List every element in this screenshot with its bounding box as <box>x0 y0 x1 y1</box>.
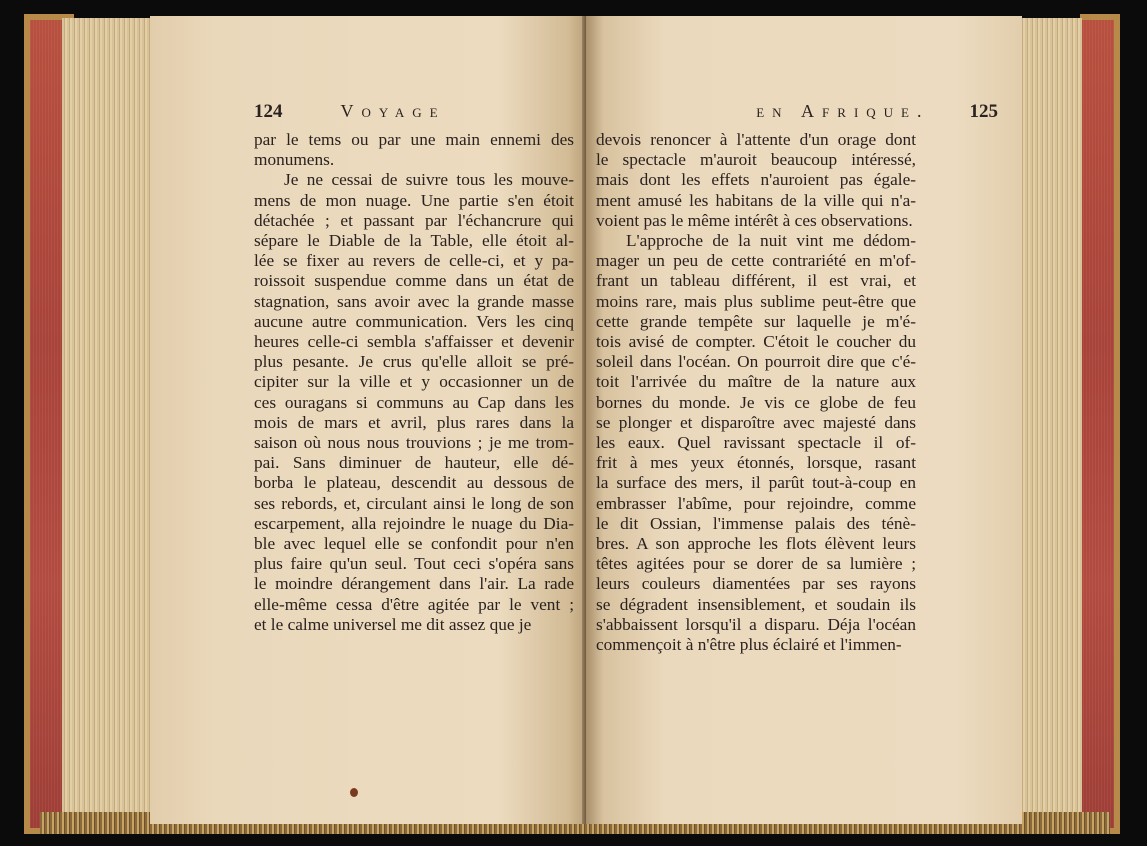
text-line: mais dont les effets n'auroient pas égale- <box>596 170 916 190</box>
text-line: tois avisé de compter. C'étoit le coucher du <box>596 332 916 352</box>
text-line: frit à mes yeux étonnés, lorsque, rasant <box>596 453 916 473</box>
text-line: détachée ; et passant par l'échancrure qui <box>254 210 574 230</box>
text-line: mois de mars et avril, plus rares dans la <box>254 412 574 432</box>
text-line: toit l'arrivée du maître de la nature aux <box>596 372 916 392</box>
text-line: Je ne cessai de suivre tous les mouve- <box>284 170 574 190</box>
text-line: L'approche de la nuit vint me dédom- <box>626 231 916 251</box>
text-line: lée se fixer au revers de celle-ci, et y pa- <box>254 251 574 271</box>
text-line: sépare le Diable de la Table, elle étoit al- <box>254 231 574 251</box>
text-line: la surface des mers, il parût tout-à-coup en <box>596 473 916 493</box>
text-line: pai. Sans diminuer de hauteur, elle dé- <box>254 453 574 473</box>
right-page <box>586 16 1022 824</box>
text-line: mager un peu de cette contrariété en m'of- <box>596 251 916 271</box>
text-line: voient pas le même intérêt à ces observations. <box>596 210 913 230</box>
text-line: par le tems ou par une main ennemi des <box>254 130 574 149</box>
text-line: cette grande tempête sur laquelle je m'é- <box>596 311 916 331</box>
text-line: se dégradent insensiblement, et soudain ils <box>596 594 916 614</box>
ink-spot <box>350 788 358 797</box>
text-line: escarpement, alla rejoindre le nuage du Dia- <box>254 513 574 533</box>
left-page-header <box>254 101 564 127</box>
text-line: leurs couleurs diamentées par ses rayons <box>596 574 916 594</box>
text-line: mens de mon nuage. Une partie s'en étoit <box>254 190 574 210</box>
text-line: le dit Ossian, l'immense palais des ténè- <box>596 513 916 533</box>
text-line: borba le plateau, descendit au dessous de <box>254 473 574 493</box>
right-page-edges <box>1020 18 1082 832</box>
text-line: saison où nous nous trouvions ; je me trom- <box>254 433 574 453</box>
running-head: en Afrique. <box>756 101 930 121</box>
text-line: et le calme universel me dit assez que je <box>254 614 532 634</box>
page-number: 124 <box>254 101 283 122</box>
text-line: moins rare, mais plus sublime peut-être que <box>596 291 916 311</box>
text-line: bornes du monde. Je vis ce globe de feu <box>596 392 916 412</box>
text-line: elle-même cessa d'être agitée par le vent ; <box>254 594 574 614</box>
right-page-text <box>596 130 916 655</box>
text-line: s'abbaissent lorsqu'il a disparu. Déja l'océan <box>596 614 916 634</box>
text-line: frant un tableau différent, il est vrai, et <box>596 271 916 291</box>
text-line: soleil dans l'océan. On pourroit dire que c'é- <box>596 352 916 372</box>
text-line: heures celle-ci sembla s'affaisser et devenir <box>254 332 574 352</box>
text-line: aucune autre communication. Vers les cinq <box>254 311 574 331</box>
text-line: cipiter sur la ville et y occasionner un de <box>254 372 574 392</box>
page-number: 125 <box>969 101 998 122</box>
text-line: roissoit suspendue comme dans un état de <box>254 271 574 291</box>
text-line: bres. A son approche les flots élèvent leurs <box>596 534 916 554</box>
text-line: commençoit à n'être plus éclairé et l'immen- <box>596 635 902 655</box>
right-page-header <box>676 101 998 127</box>
text-line: embrasser l'abîme, pour rejoindre, comme <box>596 493 916 513</box>
text-line: têtes agitées pour se dorer de sa lumière ; <box>596 554 916 574</box>
running-head: Voyage <box>340 101 446 121</box>
right-cover-edge <box>1080 14 1120 834</box>
text-line: se plonger et disparoître avec majesté dans <box>596 412 916 432</box>
text-line: ment amusé les habitans de la ville qui n'a- <box>596 190 916 210</box>
text-line: plus faire qu'un seul. Tout ceci s'opéra sans <box>254 554 574 574</box>
left-page <box>150 16 586 824</box>
text-line: ses rebords, et, circulant ainsi le long de son <box>254 493 574 513</box>
text-line: les eaux. Quel ravissant spectacle il of- <box>596 433 916 453</box>
text-line: devois renoncer à l'attente d'un orage dont <box>596 130 916 149</box>
text-line: le spectacle m'auroit beaucoup intéressé, <box>596 150 916 170</box>
left-page-edges <box>62 18 154 832</box>
text-line: ces ouragans si communs au Cap dans les <box>254 392 574 412</box>
text-line: ble avec lequel elle se confondit pour n'en <box>254 534 574 554</box>
left-page-text <box>254 130 574 635</box>
text-line: monumens. <box>254 150 335 170</box>
text-line: plus pesante. Je crus qu'elle alloit se pré- <box>254 352 574 372</box>
text-line: le moindre dérangement dans l'air. La rade <box>254 574 574 594</box>
text-line: stagnation, sans avoir avec la grande masse <box>254 291 574 311</box>
